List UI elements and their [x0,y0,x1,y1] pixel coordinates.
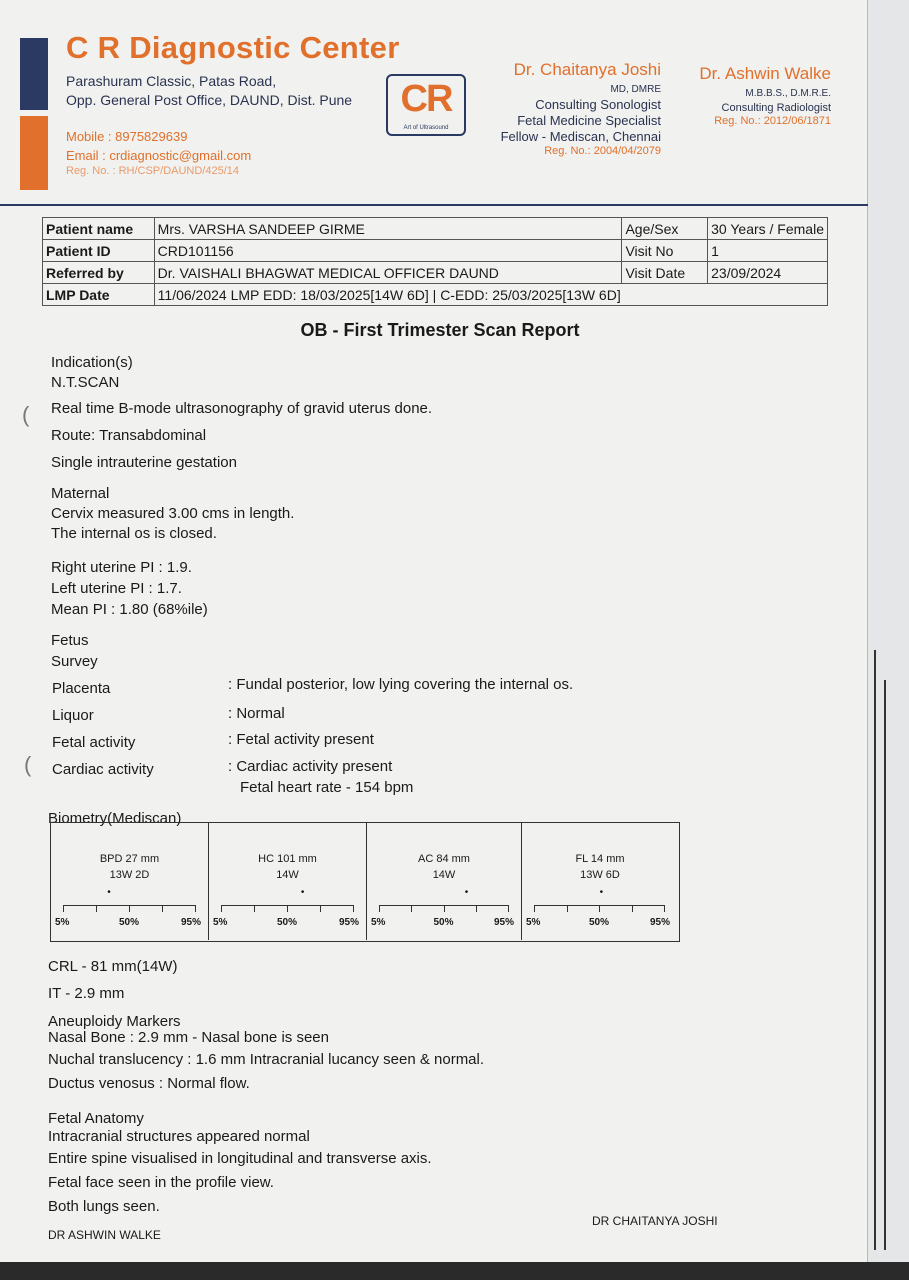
age-sex-label: Age/Sex [622,218,708,240]
visit-date: 23/09/2024 [708,262,828,284]
doctor1-block [501,60,661,157]
biometry-cell [367,823,522,940]
doctor1-line2: Fetal Medicine Specialist [517,113,661,128]
percentile-marker: • [464,887,469,898]
punch-hole-mark: ( [22,402,30,427]
percentile-label: 50% [433,917,454,928]
percentile-tick [320,905,321,912]
left-pi: Left uterine PI : 1.7. [51,580,182,597]
anatomy-line: Fetal face seen in the profile view. [48,1174,274,1191]
biometry-age: 13W 6D [580,869,620,881]
background-edge-line [874,650,876,1250]
biometry-age: 13W 2D [109,869,150,881]
percentile-tick [221,905,222,912]
age-sex: 30 Years / Female [708,218,828,240]
brand-bar-orange [20,116,48,190]
percentile-tick [96,905,97,912]
percentile-tick [254,905,255,912]
biometry-age: 14W [276,869,299,881]
percentile-tick [287,905,288,912]
percentile-tick [353,905,354,912]
percentile-tick [63,905,64,912]
percentile-tick [162,905,163,912]
address-line2: Opp. General Post Office, DAUND, Dist. Pune [66,92,353,108]
biometry-measure: HC 101 mm [258,853,317,865]
indication-label: Indication(s) [51,354,133,371]
crl: CRL - 81 mm(14W) [48,958,178,975]
percentile-label: 95% [650,917,671,928]
percentile-label: 50% [277,917,298,928]
percentile-label: 5% [213,917,228,928]
lmp-label: LMP Date [43,284,155,306]
fetal-activity-label: Fetal activity [52,734,136,751]
liquor-value: : Normal [228,705,285,722]
percentile-label: 95% [339,917,360,928]
placenta-value: : Fundal posterior, low lying covering the internal os. [228,676,574,693]
doctor1-line3: Fellow - Mediscan, Chennai [500,129,661,144]
percentile-tick [599,905,600,912]
anatomy-line: Entire spine visualised in longitudinal and transverse axis. [48,1150,432,1167]
survey-label: Survey [51,653,98,670]
visit-no-label: Visit No [622,240,708,262]
internal-os: The internal os is closed. [51,525,217,542]
patient-name: Mrs. VARSHA SANDEEP GIRME [154,218,622,240]
mean-pi: Mean PI : 1.80 (68%ile) [51,601,208,618]
anatomy-label: Fetal Anatomy [48,1110,144,1127]
biometry-cell [209,823,367,940]
address-line1: Parashuram Classic, Patas Road, [66,73,277,89]
email: Email : crdiagnostic@gmail.com [66,148,252,163]
route: Route: Transabdominal [51,427,207,444]
brand-bar-navy [20,38,48,110]
table-row [43,262,828,284]
percentile-label: 95% [494,917,515,928]
biometry-cell [51,823,209,940]
biometry-measure: FL 14 mm [575,853,625,865]
percentile-label: 5% [526,917,541,928]
doctor1-name: Dr. Chaitanya Joshi [513,60,661,79]
nuchal-translucency: Nuchal translucency : 1.6 mm Intracranial lucancy seen & normal. [48,1051,485,1068]
biometry-label: Biometry(Mediscan) [48,810,182,827]
fetal-activity-value: : Fetal activity present [228,731,374,748]
visit-no: 1 [708,240,828,262]
fetal-heart-rate: Fetal heart rate - 154 bpm [240,779,414,796]
doctor1-line1: Consulting Sonologist [535,97,661,112]
signature-left: DR ASHWIN WALKE [48,1228,161,1242]
nasal-bone: Nasal Bone : 2.9 mm - Nasal bone is seen [48,1029,329,1046]
mobile: Mobile : 8975829639 [66,129,188,144]
header-rule [0,204,868,206]
percentile-tick [195,905,196,912]
percentile-tick [476,905,477,912]
percentile-label: 50% [119,917,140,928]
percentile-label: 95% [181,917,202,928]
referred-by-label: Referred by [43,262,155,284]
percentile-label: 5% [371,917,386,928]
patient-id-label: Patient ID [43,240,155,262]
biometry-panel [50,822,680,942]
maternal-label: Maternal [51,485,110,502]
doctor2-line1: Consulting Radiologist [721,102,831,114]
bottom-shadow [0,1262,909,1280]
patient-info-table [42,217,828,306]
logo-text: CR [400,78,452,120]
right-pi: Right uterine PI : 1.9. [51,559,192,576]
doctor2-name: Dr. Ashwin Walke [699,64,831,83]
ductus-venosus: Ductus venosus : Normal flow. [48,1075,250,1092]
percentile-label: 50% [589,917,610,928]
doctor2-qual: M.B.B.S., D.M.R.E. [745,88,831,99]
percentile-tick [632,905,633,912]
realtime-line: Real time B-mode ultrasonography of gravid uterus done. [51,400,433,417]
percentile-tick [444,905,445,912]
percentile-tick [534,905,535,912]
doctor1-reg: Reg. No.: 2004/04/2079 [544,145,661,157]
referred-by: Dr. VAISHALI BHAGWAT MEDICAL OFFICER DAUND [154,262,622,284]
punch-hole-mark: ( [24,752,32,777]
percentile-label: 5% [55,917,70,928]
report-title: OB - First Trimester Scan Report [300,320,580,340]
visit-date-label: Visit Date [622,262,708,284]
liquor-label: Liquor [52,707,94,724]
cardiac-activity-label: Cardiac activity [52,761,154,778]
intracranial-translucency: IT - 2.9 mm [48,985,125,1002]
doctor2-block [699,64,831,127]
gestation: Single intrauterine gestation [51,454,237,471]
placenta-label: Placenta [52,680,111,697]
biometry-age: 14W [432,869,456,881]
table-row [43,284,828,306]
registration-number: Reg. No. : RH/CSP/DAUND/425/14 [66,165,240,177]
logo-tagline: Art of Ultrasound [403,125,449,131]
table-row [43,218,828,240]
fetus-label: Fetus [51,632,89,649]
biometry-measure: AC 84 mm [418,853,470,865]
percentile-tick [129,905,130,912]
aneuploidy-label: Aneuploidy Markers [48,1013,181,1030]
percentile-marker: • [599,887,604,898]
cervix: Cervix measured 3.00 cms in length. [51,505,295,522]
doctor2-reg: Reg. No.: 2012/06/1871 [714,115,831,127]
percentile-marker: • [107,887,111,898]
doctor1-qual: MD, DMRE [610,84,661,95]
anatomy-line: Intracranial structures appeared normal [48,1128,310,1145]
percentile-tick [664,905,665,912]
table-row [43,240,828,262]
percentile-tick [567,905,568,912]
percentile-marker: • [300,887,305,898]
lmp-date: 11/06/2024 LMP EDD: 18/03/2025[14W 6D] | C-EDD: 25/03/2025[13W 6D] [154,284,827,306]
center-logo [386,74,466,136]
percentile-tick [508,905,509,912]
center-name: C R Diagnostic Center [66,30,400,65]
cardiac-activity-value: : Cardiac activity present [228,758,393,775]
biometry-measure: BPD 27 mm [99,853,160,865]
signature-right: DR CHAITANYA JOSHI [592,1214,718,1228]
anatomy-line: Both lungs seen. [48,1198,160,1215]
percentile-tick [411,905,412,912]
indication: N.T.SCAN [51,374,120,391]
percentile-tick [379,905,380,912]
patient-id: CRD101156 [154,240,622,262]
background-edge-line [884,680,886,1250]
patient-name-label: Patient name [43,218,155,240]
biometry-cell [522,823,678,940]
